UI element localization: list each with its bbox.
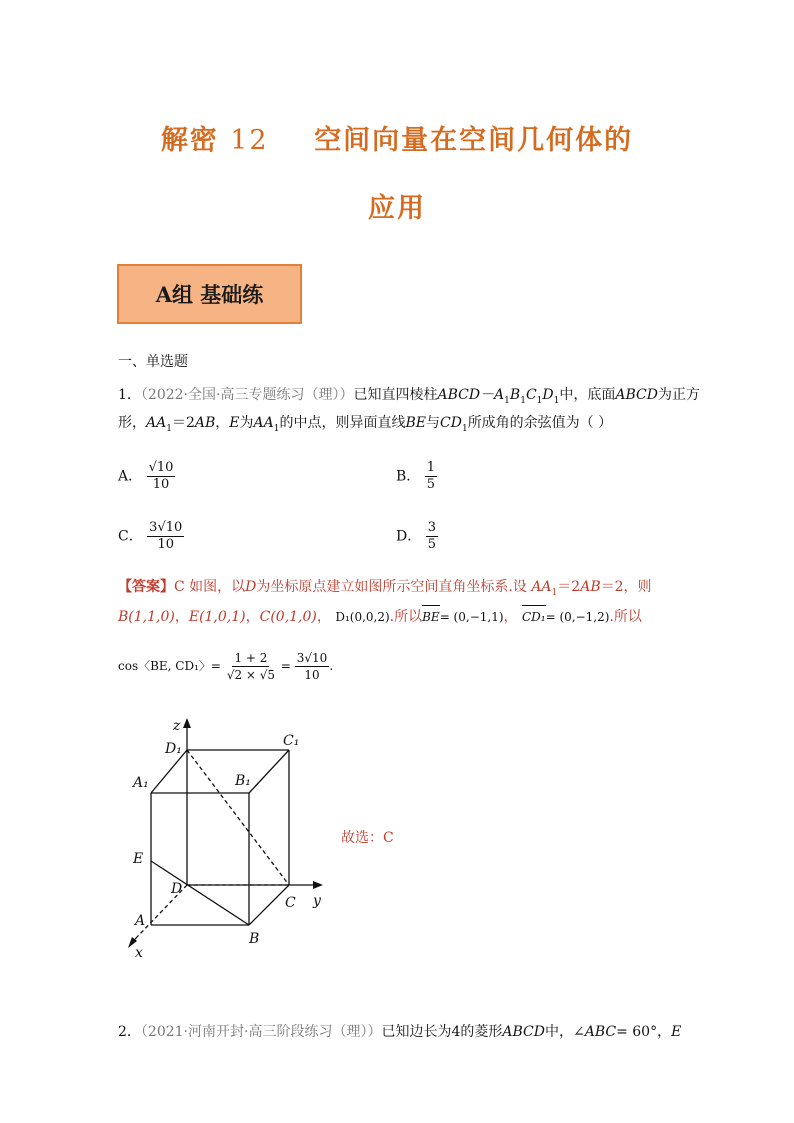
- q1-l2f: 所成角的余弦值为（ ）: [467, 415, 613, 431]
- label-c: C: [285, 895, 296, 911]
- label-a: A: [135, 913, 146, 929]
- q1-number: 1．: [118, 387, 141, 403]
- frac1-den: √2 × √5: [226, 668, 276, 682]
- q2-e: E: [671, 1024, 682, 1040]
- q2-angle: ABC: [584, 1024, 617, 1040]
- answer-d: D: [245, 579, 257, 595]
- section-heading: 一、单选题: [118, 354, 188, 370]
- title-number: 12: [230, 125, 269, 156]
- question-1-line-2: 形，$AA_1=2AB$，E为$AA_1$的中点，则异面直线BE与$CD_1$所成角的余弦值为（ ）: [118, 415, 613, 434]
- answer-so2: .所以: [609, 609, 642, 625]
- option-b-num: 1: [426, 460, 436, 475]
- edge-bc: [249, 885, 289, 925]
- vec-cd1: = (0,−1,2): [545, 610, 610, 624]
- answer-text1c: ＝2: [557, 579, 581, 595]
- label-b: B: [249, 931, 260, 947]
- diag-cd1: [187, 750, 289, 885]
- answer-so: .所以: [389, 609, 423, 625]
- group-box: A组 基础练: [117, 264, 302, 324]
- option-d[interactable]: [396, 520, 438, 553]
- answer-tag: 【答案】: [118, 579, 174, 595]
- answer-text1: 如图，以: [189, 579, 246, 595]
- option-c-label: C．: [118, 528, 143, 545]
- question-1-line-1: 1．（2022·全国·高三专题练习（理））已知直四棱柱$ABCD-A_1B_1C_1D_1$中，底面ABCD为正方: [118, 387, 700, 406]
- prism-figure: [125, 715, 345, 960]
- frac2-num: 3√10: [296, 651, 328, 665]
- q2-number: 2．: [118, 1024, 141, 1040]
- edge-c1b1: [249, 750, 289, 793]
- answer-conclusion: 故选：C: [341, 830, 394, 846]
- label-e: E: [133, 851, 144, 867]
- q1-be: BE: [405, 415, 427, 431]
- frac2-den: 10: [304, 668, 320, 682]
- q1-cond-b: ＝2: [171, 415, 195, 431]
- option-d-den: 5: [427, 537, 436, 552]
- label-x: x: [135, 945, 143, 960]
- title-suffix: 空间向量在空间几何体的: [314, 125, 634, 156]
- vec-be: = (0,−1,1): [439, 610, 504, 624]
- option-a[interactable]: [118, 460, 175, 493]
- option-c-num: 3√10: [149, 520, 183, 535]
- q1-l2d: 的中点，则异面直线: [279, 415, 406, 431]
- z-axis-arrow: [183, 718, 191, 728]
- q1-l2a: 形，: [118, 415, 146, 431]
- answer-text1d: ＝2，则: [600, 579, 652, 595]
- q2-text: 已知边长为4的菱形: [381, 1024, 503, 1040]
- answer-ab: AB: [580, 579, 601, 595]
- option-b[interactable]: [396, 460, 437, 493]
- option-c-den: 10: [157, 537, 174, 552]
- q1-cond2: AA: [253, 415, 274, 431]
- y-axis-arrow: [313, 881, 323, 889]
- q1-cd: CD: [440, 415, 462, 431]
- q1-prism: ABCD－A: [437, 387, 505, 403]
- label-b1: B₁: [235, 773, 251, 789]
- q1-text: 已知直四棱柱: [353, 387, 438, 403]
- label-d1: D₁: [165, 741, 182, 757]
- label-d: D: [171, 881, 183, 897]
- point-e: E(1,0,1): [188, 609, 246, 625]
- answer-aa: AA: [531, 579, 552, 595]
- option-a-den: 10: [152, 477, 170, 492]
- title-prefix: 解密: [160, 125, 219, 156]
- label-a1: A₁: [133, 775, 149, 791]
- page-title-line2: 应用: [368, 193, 426, 224]
- q1-cond-c: AB: [194, 415, 216, 431]
- q1-base: ABCD: [615, 387, 658, 403]
- answer-choice: C: [174, 579, 185, 595]
- point-c: C(0,1,0): [259, 609, 317, 625]
- page-title: [0, 118, 794, 157]
- answer-line-1: 【答案】C 如图，以D为坐标原点建立如图所示空间直角坐标系.设 $AA_1=2AB=2$，则: [118, 579, 652, 598]
- label-z: z: [173, 718, 181, 734]
- option-c[interactable]: [118, 520, 184, 553]
- segment-eb: [151, 861, 249, 925]
- answer-text1b: 为坐标原点建立如图所示空间直角坐标系.设: [256, 579, 527, 595]
- option-d-label: D．: [396, 528, 422, 545]
- q2-text2: 中，∠: [544, 1024, 585, 1040]
- q1-l2e: 与: [426, 415, 441, 431]
- q1-text3: 为正方: [657, 387, 700, 403]
- point-b: B(1,1,0): [118, 609, 175, 625]
- option-b-label: B．: [396, 468, 421, 485]
- answer-cos-formula: cos〈BE, CD₁〉= $\frac{1 + 2}{√2 \times √5}$ = $\frac{3√10}{10}$ .: [118, 651, 334, 682]
- q2-shape: ABCD: [502, 1024, 545, 1040]
- option-a-label: A．: [118, 468, 143, 485]
- q1-e: E: [229, 415, 240, 431]
- option-a-num: √10: [148, 460, 174, 475]
- frac1-num: 1 + 2: [234, 651, 268, 665]
- label-y: y: [313, 893, 321, 909]
- q1-text2: 中，底面: [559, 387, 616, 403]
- label-c1: C₁: [283, 733, 300, 749]
- q2-source: （2021·河南开封·高三阶段练习（理））: [140, 1024, 382, 1040]
- q1-source: （2022·全国·高三专题练习（理））: [140, 387, 354, 403]
- q2-text3: = 60°，: [616, 1024, 672, 1040]
- answer-line-2: B(1,1,0)，E(1,0,1)，C(0,1,0)， D₁(0,0,2).所以BE= (0,−1,1)， CD₁= (0,−1,2).所以: [118, 609, 642, 625]
- q1-cond: AA: [146, 415, 167, 431]
- question-2-line-1: [118, 1022, 681, 1042]
- q1-l2c: 为: [239, 415, 254, 431]
- q1-l2b: ，: [215, 415, 230, 431]
- option-d-num: 3: [427, 520, 436, 535]
- point-d1: D₁(0,0,2): [335, 610, 390, 624]
- cos-lhs: cos〈BE, CD₁〉=: [118, 659, 221, 673]
- option-b-den: 5: [426, 477, 436, 492]
